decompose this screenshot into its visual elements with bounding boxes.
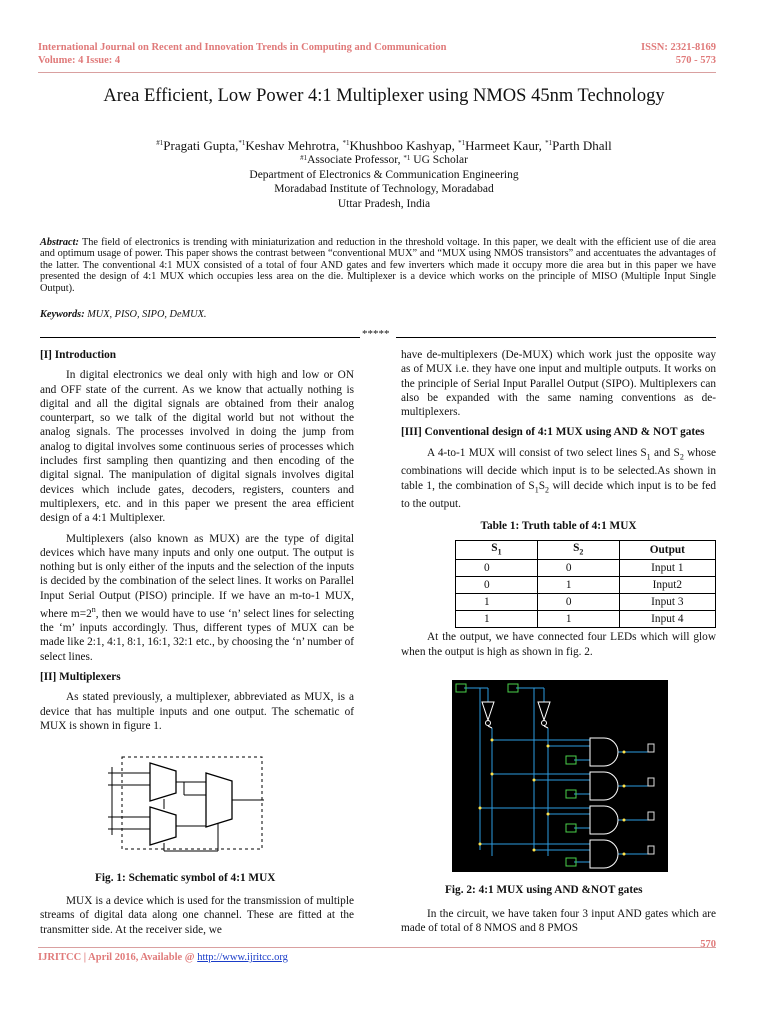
paragraph: A 4-to-1 MUX will consist of two select lines $S_1$ and $S_2$ whose combinations will decide which input is to be selected.As shown in table 1, the combination of $S_1S_2$ will decide which input is to be fed to the output.: [401, 446, 717, 511]
right-column: [401, 348, 716, 665]
table-header-row: [456, 540, 716, 560]
footer-rule: [38, 947, 716, 948]
paragraph: MUX is a device which is used for the transmission of multiple streams of digital data along one channel. These are fitted at the transmitter side. At the receiver side, we: [40, 895, 354, 936]
author-list: $^{\#1}$Pragati Gupta,$^{*1}$Keshav Mehrotra, $^{*1}$Khushboo Kashyap, $^{*1}$Harmeet Kaur, $^{*1}$Parth Dhall: [156, 138, 612, 153]
abstract-label: Abstract:: [40, 237, 79, 248]
location: Uttar Pradesh, India: [337, 197, 431, 210]
section-heading-multiplexers: [II] Multiplexers: [40, 671, 121, 683]
issn-header: [641, 41, 716, 67]
left-column: [40, 348, 354, 739]
table-row: 0 1 Input2: [456, 577, 716, 594]
mux-circuit-figure: [452, 680, 668, 872]
left-column-bottom: [40, 894, 354, 943]
issn: ISSN: 2321-8169: [641, 42, 716, 53]
truth-table: [455, 540, 716, 629]
figure-1-caption: Fig. 1: Schematic symbol of 4:1 MUX: [95, 872, 276, 884]
department: Department of Electronics & Communication Engineering: [249, 168, 519, 181]
institute: Moradabad Institute of Technology, Moradabad: [274, 183, 494, 195]
paragraph: have de-multiplexers (De-MUX) which work just the opposite way as of MUX i.e. they have one input and multiple outputs. It works on the principle of Serial Input Parallel Output (SIPO). Multiplexers can also be expanded with the same naming conventions as de-multiplexers.: [401, 349, 716, 419]
table-1-caption: Table 1: Truth table of 4:1 MUX: [480, 520, 637, 533]
author-roles: $^{\#1}$Associate Professor, $^{*1}$ UG Scholar: [300, 154, 468, 166]
journal-website-link[interactable]: http://www.ijritcc.org: [197, 952, 288, 963]
paragraph: At the output, we have connected four LEDs which will glow when the output is high as shown in fig. 2.: [401, 631, 716, 658]
paragraph: In the circuit, we have taken four 3 input AND gates which are made of total of 8 NMOS and 8 PMOS: [401, 908, 716, 935]
table-row: 1 0 Input 3: [456, 594, 716, 611]
figure-2-caption: Fig. 2: 4:1 MUX using AND &NOT gates: [445, 884, 643, 896]
page-range: 570 - 573: [675, 55, 716, 66]
footer-text: IJRITCC | April 2016, Available @ http://www.ijritcc.org: [38, 952, 288, 963]
header-rule: [38, 72, 716, 73]
paragraph: In digital electronics we deal only with high and low or ON and OFF state of the current. As we know that actually nothing is digital and all the digital signals are obtained from their analog counterpart, so we talk of the digital world but not without the analog signals. The processes involved in doing the jump from analog to digital involves some continuous series of processes which includes first sampling then quantizing and then encoding of the digital signal. The manipulation of digital signals involves digital devices which include gates, decoders, registers, counters and multiplexers, etc. and in this paper we present the area efficient design of a 4:1 Multiplexer.: [40, 369, 354, 525]
paragraph: As stated previously, a multiplexer, abbreviated as MUX, is a device that has multiple inputs and one output. The schematic of MUX is shown in figure 1.: [40, 691, 354, 732]
paragraph: Multiplexers (also known as MUX) are the type of digital devices which have many inputs and only one output. The output is nothing but is only either of the inputs and the selection of the inputs is decided by the combination of the select lines. It works on Parallel Input Serial Output (PISO) principle. If we have an m-to-1 MUX, where $m=2^n$, then we would have to use ‘n’ select lines for selecting the ‘m’ inputs accordingly. Thus, different types of MUX can be made like 2:1, 4:1, 8:1, 16:1, 32:1 etc., by choosing the ‘n’ number of select lines.: [40, 532, 354, 663]
column-header-output: Output: [619, 540, 715, 560]
affiliation: [0, 153, 768, 211]
table-row: 0 0 Input 1: [456, 560, 716, 577]
page-number: 570: [700, 939, 716, 950]
abstract-text: The field of electronics is trending with miniaturization and reduction in the threshold voltage. In this paper, we dealt with the efficient use of die area and optimum usage of power. This paper shows the contrast between “conventional MUX” and “MUX using NMOS transistors” and accentuates the advantages of the latter. The conventional 4:1 MUX consisted of a total of four AND gates and few inverters which made it occupy more die area but in this paper we have presented the design of 4:1 MUX which occupies less area on the die. Multiplexer is a device which works on the principle of MISO (Multiple Input Single Output).: [40, 237, 716, 294]
journal-volume: Volume: 4 Issue: 4: [38, 55, 121, 66]
journal-name: International Journal on Recent and Innovation Trends in Computing and Communication: [38, 42, 447, 53]
paper-title: Area Efficient, Low Power 4:1 Multiplexer using NMOS 45nm Technology: [103, 86, 665, 106]
keywords: Keywords: MUX, PISO, SIPO, DeMUX.: [40, 309, 207, 320]
table-row: 1 1 Input 4: [456, 611, 716, 628]
section-separator: *****: [40, 331, 716, 343]
journal-header: [38, 41, 446, 67]
column-header-s1: $S_1$: [456, 540, 538, 560]
column-header-s2: $S_2$: [537, 540, 619, 560]
section-heading-introduction: [I] Introduction: [40, 349, 117, 361]
right-column-bottom: [401, 907, 716, 942]
mux-schematic-figure: [108, 755, 268, 855]
abstract: [40, 237, 716, 294]
section-heading-conventional-design: [III] Conventional design of 4:1 MUX using AND & NOT gates: [401, 426, 705, 439]
